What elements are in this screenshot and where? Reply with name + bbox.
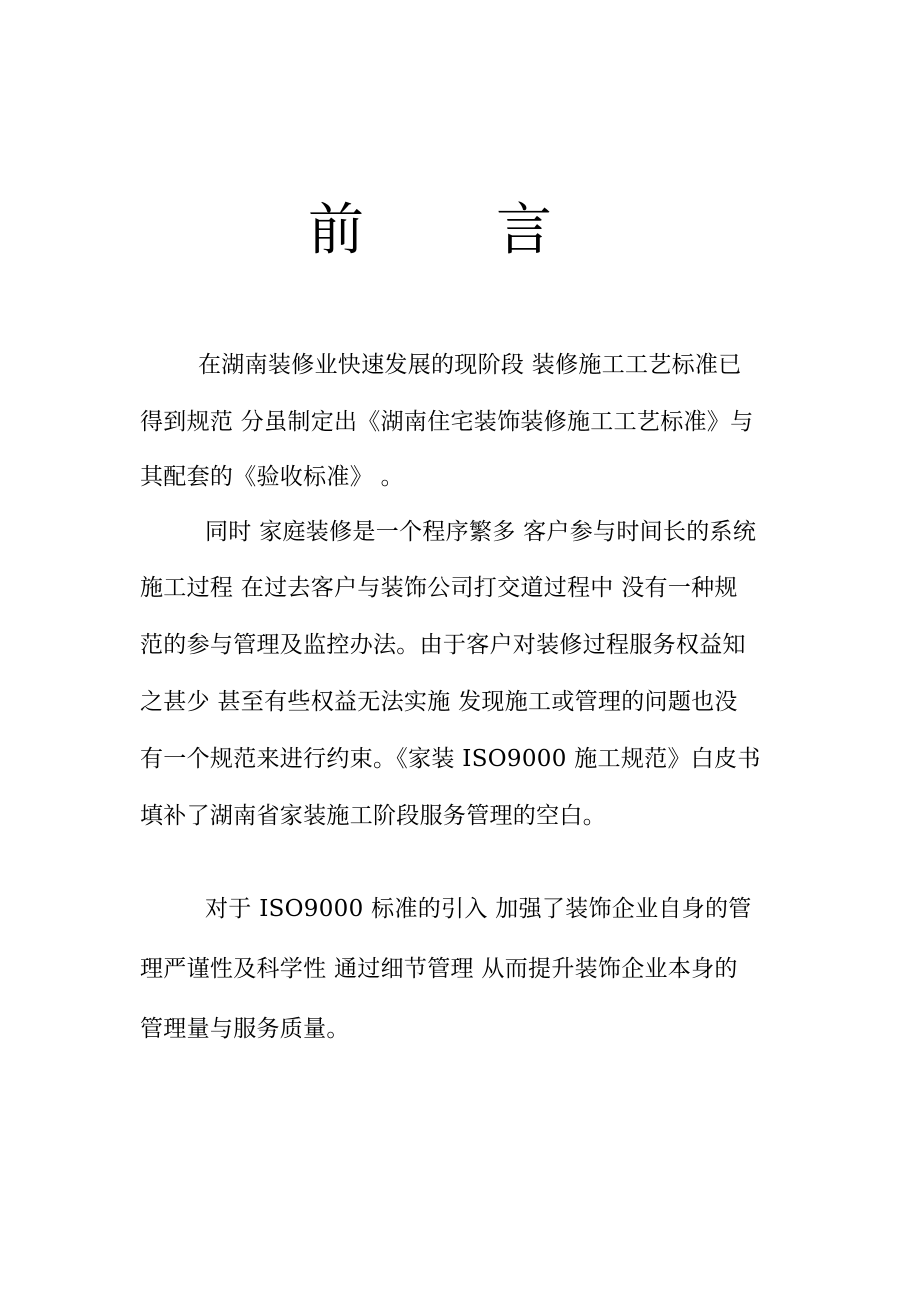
paragraph-2-line-1: 同时 家庭装修是一个程序繁多 客户参与时间长的系统: [205, 519, 757, 545]
title-char-2: 言: [496, 198, 552, 263]
paragraph-3-line-3: 管理量与服务质量。: [140, 1016, 350, 1042]
paragraph-2-line-4: 之甚少 甚至有些权益无法实施 发现施工或管理的问题也没: [140, 689, 738, 715]
paragraph-2-line-3: 范的参与管理及监控办法。由于客户对装修过程服务权益知: [140, 632, 746, 658]
paragraph-3-line-1: 对于 ISO9000 标准的引入 加强了装饰企业自身的管: [205, 896, 752, 922]
paragraph-2-line-2: 施工过程 在过去客户与装饰公司打交道过程中 没有一种规: [140, 575, 738, 601]
paragraph-2-line-6: 填补了湖南省家装施工阶段服务管理的空白。: [140, 803, 606, 829]
paragraph-1-line-1: 在湖南装修业快速发展的现阶段 装修施工工艺标准已: [198, 352, 742, 378]
paragraph-2-line-5: 有一个规范来进行约束。《家装 ISO9000 施工规范》白皮书: [140, 746, 761, 772]
paragraph-1-line-2: 得到规范 分虽制定出《湖南住宅装饰装修施工工艺标准》与: [140, 409, 754, 435]
title-char-1: 前: [308, 198, 364, 263]
paragraph-3-line-2: 理严谨性及科学性 通过细节管理 从而提升装饰企业本身的: [140, 956, 738, 982]
paragraph-1-line-3: 其配套的《验收标准》 。: [140, 464, 404, 490]
page-title: [0, 195, 920, 275]
